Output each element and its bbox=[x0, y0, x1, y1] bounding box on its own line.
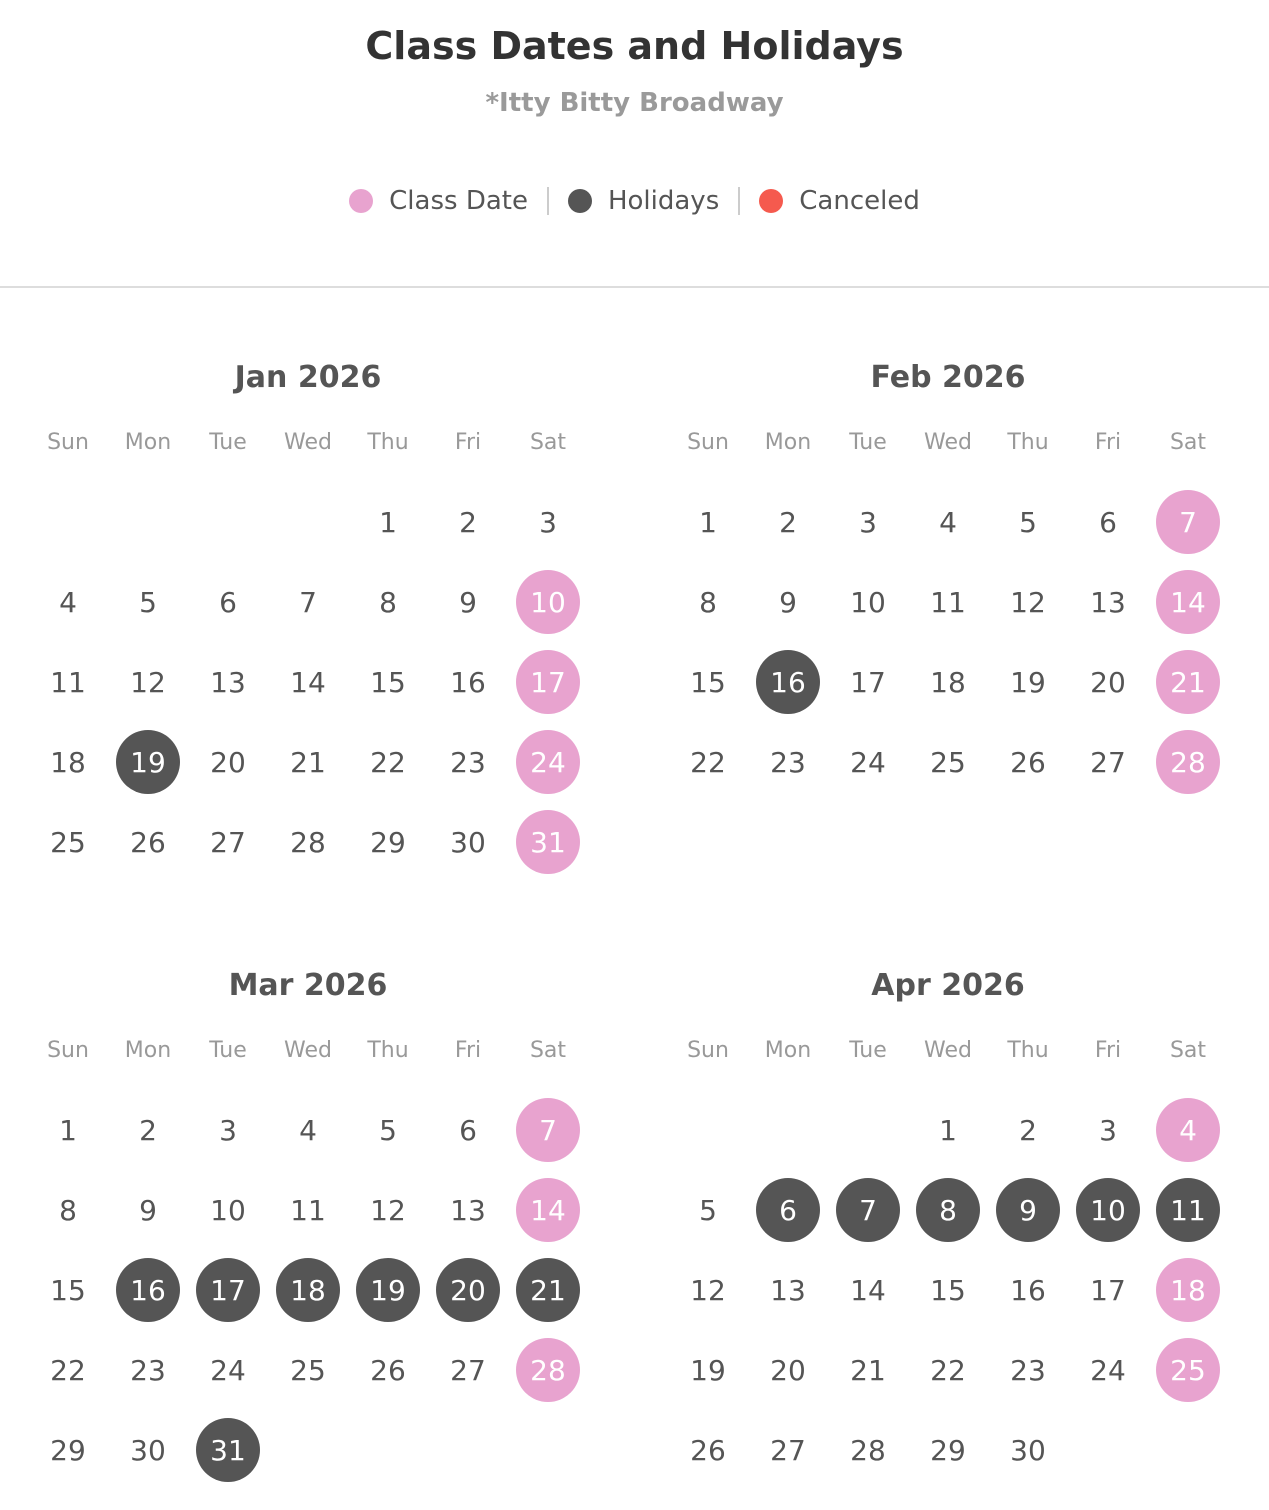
calendar-day-date: 4 bbox=[939, 505, 957, 539]
calendar-day-date: 11 bbox=[930, 585, 966, 619]
month-title: Feb 2026 bbox=[870, 360, 1026, 395]
calendar-day-holiday: 17 bbox=[196, 1258, 260, 1322]
calendar-day-date: 22 bbox=[370, 745, 406, 779]
calendar-day-date: 21 bbox=[290, 745, 326, 779]
calendar-day-date: 1 bbox=[379, 505, 397, 539]
calendar-day-date: 27 bbox=[210, 825, 246, 859]
page-title: Class Dates and Holidays bbox=[365, 24, 904, 68]
calendar-day-class-date: 7 bbox=[1156, 490, 1220, 554]
calendar-day-class-date: 14 bbox=[516, 1178, 580, 1242]
weekday-mon: Mon bbox=[124, 1038, 172, 1063]
calendar-day-date: 4 bbox=[299, 1113, 317, 1147]
calendar-day-date: 30 bbox=[1010, 1433, 1046, 1467]
calendar-day-holiday: 21 bbox=[516, 1258, 580, 1322]
calendar-day-class-date: 24 bbox=[516, 730, 580, 794]
weekday-sun: Sun bbox=[47, 1038, 89, 1063]
calendar-day-class-date: 14 bbox=[1156, 570, 1220, 634]
calendar-day-date: 26 bbox=[370, 1353, 406, 1387]
calendar-day-date: 18 bbox=[930, 665, 966, 699]
month-title: Jan 2026 bbox=[234, 360, 382, 395]
calendar-day-date: 2 bbox=[139, 1113, 157, 1147]
calendar-day-date: 22 bbox=[690, 745, 726, 779]
calendar-day-date: 28 bbox=[850, 1433, 886, 1467]
canceled-dot-icon bbox=[759, 189, 783, 213]
calendar-day-holiday: 10 bbox=[1076, 1178, 1140, 1242]
calendar-day-date: 19 bbox=[1010, 665, 1046, 699]
calendar-day-date: 3 bbox=[539, 505, 557, 539]
calendar-day-date: 12 bbox=[130, 665, 166, 699]
calendar-day-holiday: 9 bbox=[996, 1178, 1060, 1242]
calendar-day-holiday: 31 bbox=[196, 1418, 260, 1482]
calendar-day-date: 30 bbox=[450, 825, 486, 859]
calendar-day-date: 23 bbox=[1010, 1353, 1046, 1387]
calendar-day-date: 15 bbox=[370, 665, 406, 699]
calendar-day-holiday: 16 bbox=[756, 650, 820, 714]
legend bbox=[0, 186, 1269, 216]
legend-item-class-date bbox=[349, 186, 528, 216]
weekday-sun: Sun bbox=[687, 1038, 729, 1063]
calendar-day-date: 24 bbox=[850, 745, 886, 779]
calendar-day-class-date: 17 bbox=[516, 650, 580, 714]
calendar-day-date: 14 bbox=[850, 1273, 886, 1307]
month-title: Apr 2026 bbox=[871, 968, 1025, 1003]
calendar-day-holiday: 8 bbox=[916, 1178, 980, 1242]
calendar-day-date: 6 bbox=[219, 585, 237, 619]
calendar-day-date: 20 bbox=[210, 745, 246, 779]
calendar-day-date: 9 bbox=[139, 1193, 157, 1227]
legend-label: Class Date bbox=[389, 186, 528, 216]
calendar-day-date: 12 bbox=[690, 1273, 726, 1307]
calendar-day-date: 10 bbox=[210, 1193, 246, 1227]
weekday-sun: Sun bbox=[687, 430, 729, 455]
calendar-day-date: 1 bbox=[59, 1113, 77, 1147]
calendar-day-date: 8 bbox=[699, 585, 717, 619]
weekday-wed: Wed bbox=[284, 430, 332, 455]
weekday-thu: Thu bbox=[1007, 1038, 1049, 1063]
calendar-day-date: 28 bbox=[290, 825, 326, 859]
calendar-day-date: 8 bbox=[379, 585, 397, 619]
calendar-day-date: 26 bbox=[130, 825, 166, 859]
calendar-day-holiday: 20 bbox=[436, 1258, 500, 1322]
calendar-day-date: 13 bbox=[450, 1193, 486, 1227]
calendar-day-date: 20 bbox=[1090, 665, 1126, 699]
calendar-day-date: 29 bbox=[50, 1433, 86, 1467]
calendar-day-date: 13 bbox=[1090, 585, 1126, 619]
calendar-day-date: 27 bbox=[770, 1433, 806, 1467]
calendar-day-date: 6 bbox=[1099, 505, 1117, 539]
calendar-day-date: 21 bbox=[850, 1353, 886, 1387]
calendar-day-date: 19 bbox=[690, 1353, 726, 1387]
calendar-day-date: 15 bbox=[930, 1273, 966, 1307]
calendar-day-date: 8 bbox=[59, 1193, 77, 1227]
weekday-tue: Tue bbox=[209, 1038, 247, 1063]
weekday-sat: Sat bbox=[529, 1038, 567, 1063]
calendar-day-holiday: 6 bbox=[756, 1178, 820, 1242]
calendar-day-date: 22 bbox=[50, 1353, 86, 1387]
weekday-wed: Wed bbox=[284, 1038, 332, 1063]
calendar-day-class-date: 10 bbox=[516, 570, 580, 634]
calendar-day-date: 10 bbox=[850, 585, 886, 619]
header-divider bbox=[0, 286, 1269, 288]
calendar-day-date: 24 bbox=[210, 1353, 246, 1387]
calendar-day-date: 5 bbox=[699, 1193, 717, 1227]
weekday-fri: Fri bbox=[1094, 1038, 1122, 1063]
calendar-day-date: 30 bbox=[130, 1433, 166, 1467]
weekday-sun: Sun bbox=[47, 430, 89, 455]
calendar-day-date: 12 bbox=[1010, 585, 1046, 619]
calendar-day-date: 1 bbox=[699, 505, 717, 539]
calendar-day-date: 29 bbox=[370, 825, 406, 859]
calendar-day-date: 11 bbox=[50, 665, 86, 699]
calendar-day-date: 25 bbox=[290, 1353, 326, 1387]
calendar-day-date: 5 bbox=[379, 1113, 397, 1147]
calendar-day-class-date: 28 bbox=[516, 1338, 580, 1402]
month-title: Mar 2026 bbox=[228, 968, 388, 1003]
calendar-day-date: 27 bbox=[450, 1353, 486, 1387]
legend-item-holidays bbox=[568, 186, 719, 216]
calendar-day-date: 3 bbox=[859, 505, 877, 539]
calendar-day-date: 29 bbox=[930, 1433, 966, 1467]
calendar-day-date: 2 bbox=[779, 505, 797, 539]
calendar-day-holiday: 16 bbox=[116, 1258, 180, 1322]
legend-item-canceled bbox=[759, 186, 920, 216]
calendar-day-date: 15 bbox=[690, 665, 726, 699]
weekday-mon: Mon bbox=[764, 1038, 812, 1063]
weekday-thu: Thu bbox=[1007, 430, 1049, 455]
weekday-thu: Thu bbox=[367, 430, 409, 455]
weekday-wed: Wed bbox=[924, 430, 972, 455]
calendar-day-date: 16 bbox=[1010, 1273, 1046, 1307]
calendar-day-holiday: 18 bbox=[276, 1258, 340, 1322]
calendar-day-date: 15 bbox=[50, 1273, 86, 1307]
calendar-day-date: 13 bbox=[210, 665, 246, 699]
calendar-day-class-date: 7 bbox=[516, 1098, 580, 1162]
calendar-day-class-date: 4 bbox=[1156, 1098, 1220, 1162]
calendar-day-date: 17 bbox=[850, 665, 886, 699]
calendar-day-date: 24 bbox=[1090, 1353, 1126, 1387]
calendar-day-date: 27 bbox=[1090, 745, 1126, 779]
weekday-tue: Tue bbox=[849, 1038, 887, 1063]
weekday-sat: Sat bbox=[1169, 1038, 1207, 1063]
calendar-day-date: 7 bbox=[299, 585, 317, 619]
weekday-fri: Fri bbox=[1094, 430, 1122, 455]
weekday-fri: Fri bbox=[454, 430, 482, 455]
calendar-day-class-date: 31 bbox=[516, 810, 580, 874]
calendar-day-date: 5 bbox=[1019, 505, 1037, 539]
calendar-day-date: 2 bbox=[1019, 1113, 1037, 1147]
calendar-day-holiday: 11 bbox=[1156, 1178, 1220, 1242]
weekday-mon: Mon bbox=[124, 430, 172, 455]
calendar-day-date: 9 bbox=[779, 585, 797, 619]
calendar-day-date: 23 bbox=[770, 745, 806, 779]
calendar-day-date: 23 bbox=[450, 745, 486, 779]
legend-separator bbox=[738, 187, 740, 215]
weekday-wed: Wed bbox=[924, 1038, 972, 1063]
page-subtitle: *Itty Bitty Broadway bbox=[485, 88, 784, 118]
calendar-day-class-date: 21 bbox=[1156, 650, 1220, 714]
calendar-day-class-date: 25 bbox=[1156, 1338, 1220, 1402]
legend-separator bbox=[547, 187, 549, 215]
calendar-day-date: 20 bbox=[770, 1353, 806, 1387]
holiday-dot-icon bbox=[568, 189, 592, 213]
calendar-day-date: 14 bbox=[290, 665, 326, 699]
calendar-day-date: 12 bbox=[370, 1193, 406, 1227]
calendar-day-date: 25 bbox=[50, 825, 86, 859]
calendar-day-date: 18 bbox=[50, 745, 86, 779]
class-date-dot-icon bbox=[349, 189, 373, 213]
weekday-sat: Sat bbox=[529, 430, 567, 455]
calendar-day-class-date: 28 bbox=[1156, 730, 1220, 794]
calendar-day-date: 22 bbox=[930, 1353, 966, 1387]
calendar-day-date: 26 bbox=[1010, 745, 1046, 779]
calendar-day-holiday: 19 bbox=[116, 730, 180, 794]
calendar-day-date: 13 bbox=[770, 1273, 806, 1307]
calendar-day-date: 2 bbox=[459, 505, 477, 539]
calendar-day-date: 3 bbox=[1099, 1113, 1117, 1147]
weekday-sat: Sat bbox=[1169, 430, 1207, 455]
legend-label: Holidays bbox=[607, 186, 720, 216]
calendar-day-date: 17 bbox=[1090, 1273, 1126, 1307]
calendar-day-holiday: 7 bbox=[836, 1178, 900, 1242]
weekday-thu: Thu bbox=[367, 1038, 409, 1063]
calendar-day-holiday: 19 bbox=[356, 1258, 420, 1322]
calendar-day-date: 4 bbox=[59, 585, 77, 619]
calendar-day-date: 5 bbox=[139, 585, 157, 619]
weekday-mon: Mon bbox=[764, 430, 812, 455]
calendar-day-date: 25 bbox=[930, 745, 966, 779]
weekday-tue: Tue bbox=[209, 430, 247, 455]
calendar-day-date: 9 bbox=[459, 585, 477, 619]
calendar-day-class-date: 18 bbox=[1156, 1258, 1220, 1322]
calendar-day-date: 11 bbox=[290, 1193, 326, 1227]
calendar-day-date: 6 bbox=[459, 1113, 477, 1147]
calendar-day-date: 23 bbox=[130, 1353, 166, 1387]
weekday-tue: Tue bbox=[849, 430, 887, 455]
calendar-day-date: 3 bbox=[219, 1113, 237, 1147]
calendar-day-date: 16 bbox=[450, 665, 486, 699]
calendar-day-date: 26 bbox=[690, 1433, 726, 1467]
weekday-fri: Fri bbox=[454, 1038, 482, 1063]
legend-label: Canceled bbox=[799, 186, 920, 216]
calendar-day-date: 1 bbox=[939, 1113, 957, 1147]
